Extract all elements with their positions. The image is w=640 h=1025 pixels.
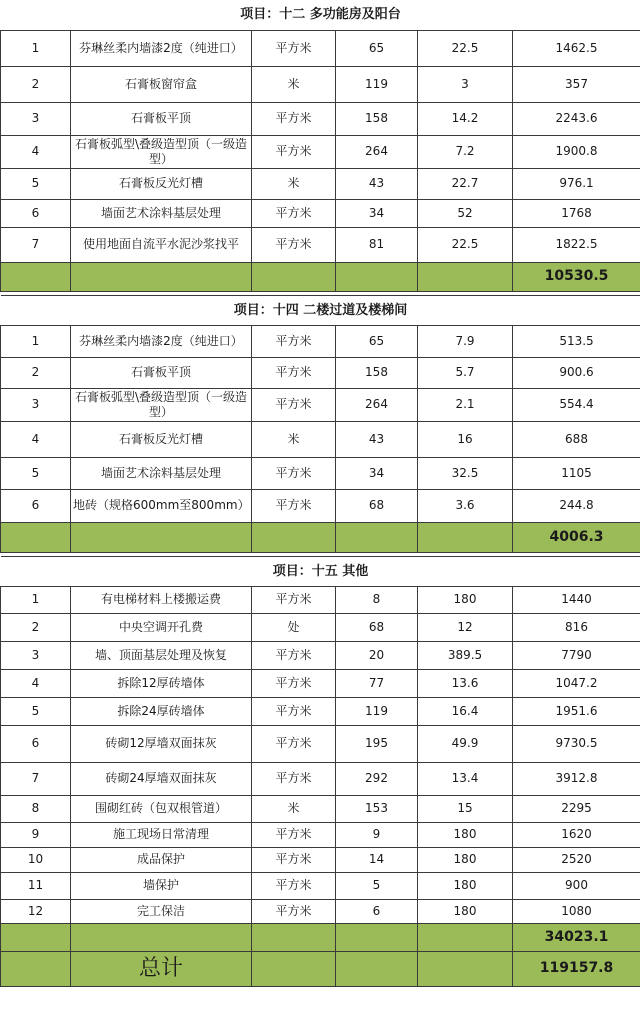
item-quantity: 158 (336, 357, 418, 388)
item-amount: 3912.8 (513, 762, 640, 795)
subtotal-row (1, 923, 640, 951)
item-amount: 2243.6 (513, 102, 640, 135)
table-row (1, 199, 640, 227)
item-quantity: 195 (336, 725, 418, 762)
item-unit-price: 22.5 (418, 30, 513, 66)
item-unit: 米 (252, 66, 336, 102)
item-unit-price: 15 (418, 795, 513, 822)
subtotal-empty-cell (1, 923, 71, 951)
item-unit-price: 180 (418, 899, 513, 923)
table-row (1, 847, 640, 872)
item-number: 4 (1, 135, 71, 168)
item-quantity: 65 (336, 325, 418, 357)
item-unit: 米 (252, 795, 336, 822)
section-title-row (1, 0, 640, 30)
item-amount: 900 (513, 872, 640, 899)
item-amount: 554.4 (513, 388, 640, 421)
table-row (1, 899, 640, 923)
item-number: 6 (1, 199, 71, 227)
grand-total-value: 119157.8 (513, 951, 640, 986)
subtotal-empty-cell (252, 262, 336, 291)
subtotal-empty-cell (336, 262, 418, 291)
item-unit-price: 180 (418, 822, 513, 847)
item-name: 完工保洁 (71, 899, 252, 923)
subtotal-empty-cell (336, 923, 418, 951)
item-unit: 平方米 (252, 135, 336, 168)
item-quantity: 34 (336, 457, 418, 489)
table-row (1, 725, 640, 762)
table-row (1, 66, 640, 102)
item-quantity: 292 (336, 762, 418, 795)
item-amount: 1462.5 (513, 30, 640, 66)
item-name: 墙面艺术涂料基层处理 (71, 199, 252, 227)
item-unit-price: 180 (418, 872, 513, 899)
item-unit: 平方米 (252, 457, 336, 489)
item-unit-price: 22.7 (418, 168, 513, 199)
item-name: 砖砌12厚墙双面抹灰 (71, 725, 252, 762)
item-amount: 1900.8 (513, 135, 640, 168)
table-row (1, 822, 640, 847)
section-title-row (1, 295, 640, 325)
item-name: 施工现场日常清理 (71, 822, 252, 847)
subtotal-empty-cell (418, 522, 513, 552)
grand-total-empty-cell (418, 951, 513, 986)
item-unit: 平方米 (252, 725, 336, 762)
item-unit-price: 180 (418, 586, 513, 613)
item-number: 7 (1, 762, 71, 795)
table-row (1, 357, 640, 388)
table-row (1, 586, 640, 613)
item-number: 1 (1, 325, 71, 357)
item-quantity: 43 (336, 421, 418, 457)
item-name: 石膏板弧型\叠级造型顶（一级造型） (71, 135, 252, 168)
item-unit-price: 49.9 (418, 725, 513, 762)
grand-total-row (1, 951, 640, 986)
item-name: 墙保护 (71, 872, 252, 899)
section-title: 项目：十二 多功能房及阳台 (1, 0, 640, 30)
item-amount: 816 (513, 613, 640, 641)
item-amount: 2295 (513, 795, 640, 822)
table-row (1, 795, 640, 822)
item-name: 石膏板平顶 (71, 357, 252, 388)
item-quantity: 153 (336, 795, 418, 822)
item-unit: 平方米 (252, 641, 336, 669)
item-quantity: 5 (336, 872, 418, 899)
item-quantity: 77 (336, 669, 418, 697)
item-unit: 平方米 (252, 847, 336, 872)
item-quantity: 158 (336, 102, 418, 135)
subtotal-empty-cell (71, 522, 252, 552)
item-quantity: 68 (336, 613, 418, 641)
item-amount: 9730.5 (513, 725, 640, 762)
item-unit: 米 (252, 421, 336, 457)
table-row (1, 613, 640, 641)
section-title: 项目：十四 二楼过道及楼梯间 (1, 295, 640, 325)
item-name: 石膏板反光灯槽 (71, 421, 252, 457)
item-name: 有电梯材料上楼搬运费 (71, 586, 252, 613)
item-name: 芬琳丝柔内墙漆2度（纯进口） (71, 325, 252, 357)
grand-total-label: 总计 (71, 951, 252, 986)
item-number: 2 (1, 66, 71, 102)
item-unit-price: 22.5 (418, 227, 513, 262)
item-unit: 平方米 (252, 388, 336, 421)
item-unit: 平方米 (252, 199, 336, 227)
table-row (1, 669, 640, 697)
item-name: 地砖（规格600mm至800mm） (71, 489, 252, 522)
item-number: 4 (1, 421, 71, 457)
section-title: 项目：十五 其他 (1, 556, 640, 586)
item-quantity: 65 (336, 30, 418, 66)
item-number: 8 (1, 795, 71, 822)
item-name: 拆除24厚砖墙体 (71, 697, 252, 725)
item-unit: 平方米 (252, 697, 336, 725)
item-quantity: 264 (336, 135, 418, 168)
item-unit: 处 (252, 613, 336, 641)
item-unit-price: 14.2 (418, 102, 513, 135)
subtotal-value: 10530.5 (513, 262, 640, 291)
item-unit: 平方米 (252, 30, 336, 66)
item-number: 3 (1, 641, 71, 669)
table-row (1, 168, 640, 199)
item-name: 墙面艺术涂料基层处理 (71, 457, 252, 489)
item-unit-price: 5.7 (418, 357, 513, 388)
item-amount: 357 (513, 66, 640, 102)
item-unit: 平方米 (252, 586, 336, 613)
table-row (1, 325, 640, 357)
item-unit: 平方米 (252, 357, 336, 388)
subtotal-empty-cell (252, 923, 336, 951)
subtotal-value: 34023.1 (513, 923, 640, 951)
item-amount: 7790 (513, 641, 640, 669)
subtotal-empty-cell (1, 262, 71, 291)
item-number: 7 (1, 227, 71, 262)
item-number: 6 (1, 489, 71, 522)
item-unit-price: 180 (418, 847, 513, 872)
item-number: 9 (1, 822, 71, 847)
item-number: 10 (1, 847, 71, 872)
item-quantity: 43 (336, 168, 418, 199)
item-amount: 513.5 (513, 325, 640, 357)
item-unit: 平方米 (252, 822, 336, 847)
table-row (1, 872, 640, 899)
item-amount: 1080 (513, 899, 640, 923)
item-amount: 976.1 (513, 168, 640, 199)
grand-total-empty-cell (252, 951, 336, 986)
item-quantity: 14 (336, 847, 418, 872)
item-name: 围砌红砖（包双根管道） (71, 795, 252, 822)
item-unit: 平方米 (252, 102, 336, 135)
item-unit-price: 52 (418, 199, 513, 227)
item-unit-price: 12 (418, 613, 513, 641)
item-name: 成品保护 (71, 847, 252, 872)
table-row (1, 641, 640, 669)
item-amount: 688 (513, 421, 640, 457)
item-number: 1 (1, 30, 71, 66)
table-row (1, 30, 640, 66)
item-amount: 2520 (513, 847, 640, 872)
item-number: 4 (1, 669, 71, 697)
item-number: 1 (1, 586, 71, 613)
item-quantity: 119 (336, 66, 418, 102)
item-unit-price: 13.4 (418, 762, 513, 795)
item-unit-price: 2.1 (418, 388, 513, 421)
item-unit: 平方米 (252, 227, 336, 262)
table-row (1, 762, 640, 795)
item-amount: 1105 (513, 457, 640, 489)
table-row (1, 135, 640, 168)
item-number: 3 (1, 388, 71, 421)
item-name: 芬琳丝柔内墙漆2度（纯进口） (71, 30, 252, 66)
item-number: 5 (1, 168, 71, 199)
item-name: 砖砌24厚墙双面抹灰 (71, 762, 252, 795)
item-unit-price: 16.4 (418, 697, 513, 725)
item-quantity: 264 (336, 388, 418, 421)
item-amount: 244.8 (513, 489, 640, 522)
table-row (1, 697, 640, 725)
table-row (1, 102, 640, 135)
item-unit-price: 389.5 (418, 641, 513, 669)
item-name: 墙、顶面基层处理及恢复 (71, 641, 252, 669)
item-amount: 1768 (513, 199, 640, 227)
item-quantity: 119 (336, 697, 418, 725)
item-unit-price: 32.5 (418, 457, 513, 489)
item-unit-price: 3 (418, 66, 513, 102)
item-name: 石膏板窗帘盒 (71, 66, 252, 102)
item-number: 2 (1, 357, 71, 388)
item-name: 石膏板反光灯槽 (71, 168, 252, 199)
grand-total-empty-cell (336, 951, 418, 986)
table-row (1, 388, 640, 421)
item-name: 使用地面自流平水泥沙浆找平 (71, 227, 252, 262)
table-row (1, 421, 640, 457)
item-name: 拆除12厚砖墙体 (71, 669, 252, 697)
item-unit-price: 7.2 (418, 135, 513, 168)
item-name: 石膏板弧型\叠级造型顶（一级造型） (71, 388, 252, 421)
item-quantity: 68 (336, 489, 418, 522)
grand-total-empty-cell (1, 951, 71, 986)
item-number: 5 (1, 457, 71, 489)
item-number: 5 (1, 697, 71, 725)
subtotal-empty-cell (336, 522, 418, 552)
item-unit-price: 16 (418, 421, 513, 457)
table-row (1, 489, 640, 522)
item-name: 石膏板平顶 (71, 102, 252, 135)
item-number: 2 (1, 613, 71, 641)
item-number: 12 (1, 899, 71, 923)
subtotal-empty-cell (252, 522, 336, 552)
item-amount: 1822.5 (513, 227, 640, 262)
item-unit: 平方米 (252, 325, 336, 357)
item-name: 中央空调开孔费 (71, 613, 252, 641)
item-number: 11 (1, 872, 71, 899)
subtotal-row (1, 262, 640, 291)
table-row (1, 457, 640, 489)
item-unit: 平方米 (252, 899, 336, 923)
item-unit-price: 13.6 (418, 669, 513, 697)
subtotal-empty-cell (1, 522, 71, 552)
item-unit: 平方米 (252, 762, 336, 795)
item-quantity: 20 (336, 641, 418, 669)
subtotal-empty-cell (71, 262, 252, 291)
item-number: 3 (1, 102, 71, 135)
section-title-row (1, 556, 640, 586)
item-quantity: 6 (336, 899, 418, 923)
item-amount: 1951.6 (513, 697, 640, 725)
item-unit: 平方米 (252, 872, 336, 899)
item-unit: 平方米 (252, 669, 336, 697)
item-quantity: 9 (336, 822, 418, 847)
item-unit: 米 (252, 168, 336, 199)
table-row (1, 227, 640, 262)
item-unit-price: 3.6 (418, 489, 513, 522)
item-quantity: 34 (336, 199, 418, 227)
subtotal-empty-cell (418, 923, 513, 951)
item-amount: 1440 (513, 586, 640, 613)
subtotal-empty-cell (418, 262, 513, 291)
item-number: 6 (1, 725, 71, 762)
subtotal-value: 4006.3 (513, 522, 640, 552)
item-amount: 900.6 (513, 357, 640, 388)
item-amount: 1047.2 (513, 669, 640, 697)
item-amount: 1620 (513, 822, 640, 847)
item-unit-price: 7.9 (418, 325, 513, 357)
item-quantity: 8 (336, 586, 418, 613)
subtotal-row (1, 522, 640, 552)
subtotal-empty-cell (71, 923, 252, 951)
item-quantity: 81 (336, 227, 418, 262)
item-unit: 平方米 (252, 489, 336, 522)
